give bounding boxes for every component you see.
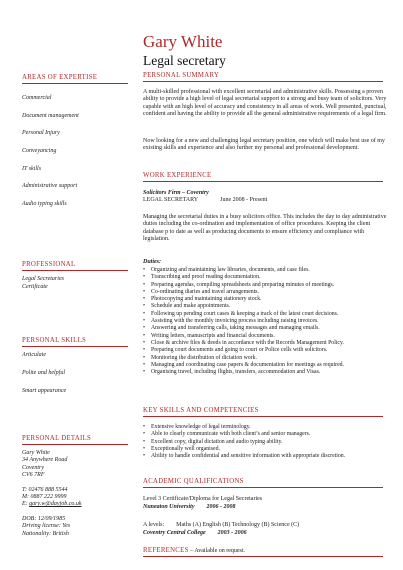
college-dates: 2003 - 2006 [217, 530, 247, 536]
skill-item: Articulate [22, 352, 46, 358]
professional-rule [22, 270, 128, 271]
list-item: • Writing letters, manuscripts and financial documents. [143, 333, 393, 340]
experience-heading: WORK EXPERIENCE [143, 172, 212, 179]
personal-skills-rule [22, 346, 128, 347]
references-text: – Available on request. [190, 548, 246, 554]
details-nationality: Nationality: British [22, 530, 69, 537]
summary-heading: PERSONAL SUMMARY [143, 72, 220, 79]
expertise-item: Document management [22, 113, 79, 119]
alevels-grades: Maths (A) English (B) Technology (B) Science (C) [176, 522, 300, 528]
expertise-item: Commercial [22, 95, 52, 101]
spacer [22, 509, 82, 516]
details-name: Gary White [22, 450, 50, 456]
list-item: • Assisting with the monthly invoicing process including raising invoices. [143, 318, 393, 325]
job-title: Legal secretary [143, 53, 226, 68]
details-dob: DOB: 12/09/1985 [22, 515, 66, 522]
list-item: • Exceptionally well organised. [143, 446, 393, 453]
university-line [143, 504, 236, 510]
expertise-rule [22, 83, 128, 84]
summary-paragraph: A multi-skilled professional with excellent secretarial and administrative skills. Possessing a proven ability to provide a high level of legal secretarial support to a strong and busy team of solicitors. Very capable with an high level of accuracy and consistency in all areas of work. Well presented, punctual, confident and having the ability to provide all the general administrative requirements of a legal firm. [143, 89, 387, 117]
qualifications-heading: ACADEMIC QUALIFICATIONS [143, 478, 244, 485]
list-item: • Close & archive files & deeds in accordance with the Records Management Policy. [143, 340, 393, 347]
college-line [143, 530, 247, 536]
list-item: • Organising travel, including flights, transfers, accommodation and Visas. [143, 369, 393, 376]
details-license: Driving license: Yes [22, 523, 71, 530]
alevels-line [143, 522, 299, 528]
duties-list [143, 267, 393, 376]
duties-label: Duties: [143, 259, 161, 265]
role-line [143, 197, 267, 203]
expertise-item: Administrative support [22, 183, 78, 189]
list-item: • Transcribing and proof reading documentation. [143, 274, 393, 281]
details-rule [22, 444, 128, 445]
list-item: • Excellent copy, digital dictation and audio typing ability. [143, 439, 393, 446]
employer: Solicitors Firm – Coventry [143, 190, 209, 196]
certificate: Level 3 Certificate/Diploma for Legal Secretaries [143, 496, 263, 502]
list-item: • Photocopying and maintaining stationery stock. [143, 296, 393, 303]
email-prefix: E: [22, 501, 28, 508]
alevels-label: A levels: [143, 522, 165, 528]
list-item: • Preparing agendas, compiling spreadsheets and preparing minutes of meetings. [143, 282, 393, 289]
college: Coventry Central College [143, 530, 206, 536]
expertise-item: Audio typing skills [22, 201, 67, 207]
skill-item: Polite and helpful [22, 370, 65, 376]
list-item: • Monitoring the distribution of dictation work. [143, 355, 393, 362]
details-mobile: M: 0887 222 9999 [22, 494, 67, 501]
details-tel: T: 02476 888 5544 [22, 486, 68, 493]
details-block [22, 450, 82, 538]
expertise-heading: AREAS OF EXPERTISE [22, 74, 98, 81]
experience-rule [143, 181, 383, 182]
details-address1: 34 Anywhere Road [22, 457, 68, 464]
skills-list [143, 424, 393, 460]
experience-description: Managing the secretarial duties in a busy solicitors office. This includes the day to day administrative duties including the co-ordination and implementation of office procedures. Keeping the client database p to date as well as producing documents to ensure efficiency and compliance with legislation. [143, 214, 387, 242]
references-line [143, 547, 245, 554]
references-rule [143, 556, 383, 557]
skills-heading: KEY SKILLS AND COMPETENCIES [143, 407, 259, 414]
list-item: • Ability to handle confidential and sensitive information with appropriate discretion. [143, 453, 393, 460]
personal-skills-heading: PERSONAL SKILLS [22, 337, 87, 344]
expertise-item: Conveyancing [22, 148, 57, 154]
details-address2: Coventry [22, 464, 44, 471]
role-dates: June 2008 - Present [220, 197, 268, 203]
list-item: • Extensive knowledge of legal terminology. [143, 424, 393, 431]
spacer [22, 480, 82, 487]
skill-item: Smart appearance [22, 388, 67, 394]
university: Nuneaton University [143, 504, 195, 510]
list-item: • Managing and coordinating case papers & documentation for meetings as required. [143, 362, 393, 369]
list-item: • Organizing and maintaining law libraries, documents, and case files. [143, 267, 393, 274]
summary-rule [143, 81, 383, 82]
details-postcode: CV6 7RF [22, 472, 45, 479]
professional-item: Legal Secretaries [22, 276, 64, 282]
list-item: • Able to clearly communicate with both client’s and senior managers. [143, 431, 393, 438]
expertise-item: IT skills [22, 166, 42, 172]
details-email-row [22, 501, 82, 508]
references-heading: REFERENCES [143, 547, 189, 554]
list-item: • Schedule and make appointments. [143, 303, 393, 310]
qualifications-rule [143, 487, 383, 488]
expertise-item: Personal Injury [22, 130, 60, 136]
email-link[interactable]: gary.w@dayjob.co.uk [29, 501, 82, 508]
university-dates: 2006 - 2008 [206, 504, 236, 510]
summary-paragraph-2: Now looking for a new and challenging legal secretary position, one which will make best use of my existing skills and experience and also further my personal and professional development. [143, 138, 385, 152]
candidate-name: Gary White [143, 32, 223, 51]
professional-heading: PROFESSIONAL [22, 261, 76, 268]
list-item: • Answering and transferring calls, taking messages and managing emails. [143, 325, 393, 332]
list-item: • Co-ordinating diaries and travel arrangements. [143, 289, 393, 296]
details-heading: PERSONAL DETAILS [22, 435, 92, 442]
professional-item: Certificate [22, 284, 48, 290]
skills-rule [143, 416, 383, 417]
role-title: LEGAL SECRETARY [143, 197, 199, 203]
list-item: • Following up pending court cases & keeping a track of the latest court decisions. [143, 311, 393, 318]
list-item: • Preparing court documents and going to court or Police cells with solicitors. [143, 347, 393, 354]
